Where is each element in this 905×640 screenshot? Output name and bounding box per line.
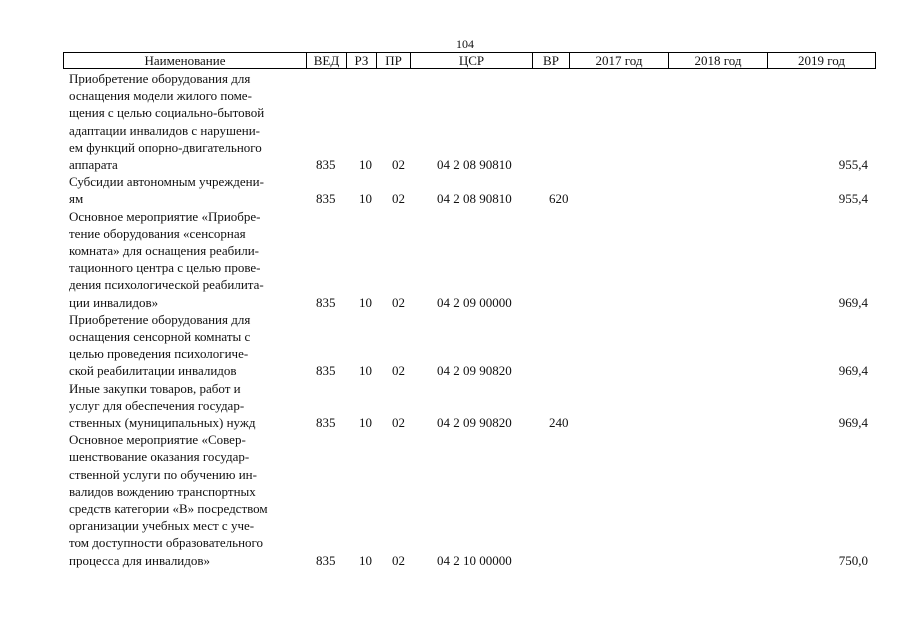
column-header-csr: ЦСР (411, 53, 533, 69)
row-ved: 835 (316, 294, 336, 310)
column-header-name: Наименование (64, 53, 307, 69)
column-header-rz: РЗ (347, 53, 377, 69)
row-vr: 240 (549, 414, 569, 430)
row-2019-value: 955,4 (838, 157, 868, 172)
row-csr: 04 2 10 00000 (437, 552, 512, 568)
row-2019-value: 750,0 (838, 552, 868, 568)
row-ved: 835 (316, 191, 336, 207)
row-csr: 04 2 09 00000 (437, 294, 512, 310)
row-csr: 04 2 09 90820 (437, 414, 512, 430)
row-pr: 02 (392, 414, 405, 430)
row-name: Основное мероприятие «Приобре- тение оборудования «сенсорная комната» для оснащения реабили- тационного центра с целью прове- дения психологической реабилита- ции инвалидов» (69, 208, 264, 310)
column-header-pr: ПР (377, 53, 411, 69)
row-rz: 10 (359, 363, 372, 379)
row-pr: 02 (392, 191, 405, 207)
row-rz: 10 (359, 157, 372, 172)
row-ved: 835 (316, 552, 336, 568)
row-csr: 04 2 08 90810 (437, 191, 512, 207)
row-2019-value: 969,4 (838, 414, 868, 430)
row-name: Иные закупки товаров, работ и услуг для обеспечения государ- ственных (муниципальных) нужд (69, 380, 256, 430)
table-row (0, 380, 905, 432)
row-csr: 04 2 09 90820 (437, 363, 512, 379)
column-header-2017: 2017 год (570, 53, 669, 69)
row-2019-value: 969,4 (838, 294, 868, 310)
column-header-ved: ВЕД (307, 53, 347, 69)
row-rz: 10 (359, 552, 372, 568)
table-row (0, 208, 905, 311)
table-row (0, 311, 905, 380)
row-pr: 02 (392, 363, 405, 379)
row-name: Основное мероприятие «Совер- шенствование оказания государ- ственной услуги по обучению ин- валидов вождению транспортных средств категории «В» посредством организации учебных мест с уче- том доступности образовательного процесса для инвалидов» (69, 432, 268, 568)
row-pr: 02 (392, 552, 405, 568)
page-number: 104 (456, 37, 474, 51)
row-2019-value: 969,4 (838, 363, 868, 379)
row-name: Приобретение оборудования для оснащения сенсорной комнаты с целью проведения психологиче- ской реабилитации инвалидов (69, 311, 251, 379)
column-header-vr: ВР (533, 53, 570, 69)
row-csr: 04 2 08 90810 (437, 157, 512, 172)
row-ved: 835 (316, 157, 336, 172)
row-rz: 10 (359, 294, 372, 310)
row-pr: 02 (392, 294, 405, 310)
table-header (63, 52, 876, 69)
table-row (0, 431, 905, 569)
row-name: Приобретение оборудования для оснащения модели жилого поме- щения с целью социально-бытовой адаптации инвалидов с нарушени- ем функций опорно-двигательного аппарата (69, 71, 265, 173)
table-row (0, 173, 905, 207)
row-rz: 10 (359, 414, 372, 430)
column-header-2018: 2018 год (669, 53, 768, 69)
row-pr: 02 (392, 157, 405, 172)
table-row (0, 70, 905, 173)
column-header-2019: 2019 год (768, 53, 876, 69)
row-ved: 835 (316, 363, 336, 379)
row-rz: 10 (359, 191, 372, 207)
row-vr: 620 (549, 191, 569, 207)
row-name: Субсидии автономным учреждени- ям (69, 174, 264, 207)
row-2019-value: 955,4 (838, 191, 868, 207)
row-ved: 835 (316, 414, 336, 430)
